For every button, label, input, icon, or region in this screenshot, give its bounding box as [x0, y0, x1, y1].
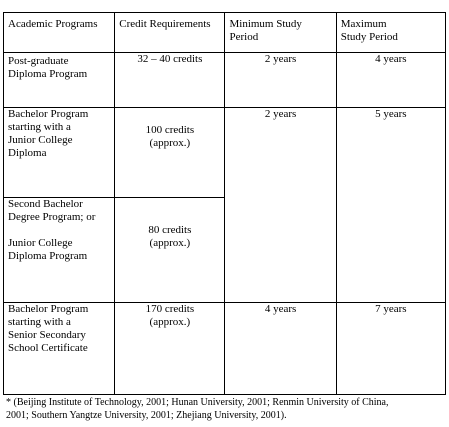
cell-postgrad-program: Post-graduate Diploma Program: [4, 53, 115, 108]
cell-bachelor-ss-program: Bachelor Program starting with a Senior Secondary School Certificate: [4, 303, 115, 395]
cell-second-bachelor-credits: 80 credits (approx.): [115, 198, 225, 303]
cell-bachelor-jc-credits: 100 credits (approx.): [115, 108, 225, 198]
source-footnote: * (Beijing Institute of Technology, 2001; Hunan University, 2001; Renmin University of China, 2001; Southern Yangtze University, 2001; Zhejiang University, 2001).: [6, 397, 389, 421]
cell-postgrad-credits: 32 – 40 credits: [115, 53, 225, 108]
cell-postgrad-max: 4 years: [336, 53, 445, 108]
table-header-row: [4, 13, 446, 53]
cell-bachelor-ss-min: 4 years: [225, 303, 336, 395]
cell-bachelor-jc-program: Bachelor Program starting with a Junior College Diploma: [4, 108, 115, 198]
table-row-bachelor-senior-secondary: [4, 303, 446, 395]
cell-merged-max: 5 years: [336, 108, 445, 303]
cell-bachelor-ss-credits: 170 credits (approx.): [115, 303, 225, 395]
header-academic-programs: Academic Programs: [4, 13, 115, 53]
table-row-bachelor-junior-college: [4, 108, 446, 198]
cell-second-bachelor-program: Second Bachelor Degree Program; or Junior College Diploma Program: [4, 198, 115, 303]
header-minimum-study-period: Minimum Study Period: [225, 13, 336, 53]
academic-programs-table: [3, 12, 446, 395]
table-row-postgraduate: [4, 53, 446, 108]
header-maximum-study-period: Maximum Study Period: [336, 13, 445, 53]
cell-merged-min: 2 years: [225, 108, 336, 303]
cell-postgrad-min: 2 years: [225, 53, 336, 108]
header-credit-requirements: Credit Requirements: [115, 13, 225, 53]
cell-bachelor-ss-max: 7 years: [336, 303, 445, 395]
